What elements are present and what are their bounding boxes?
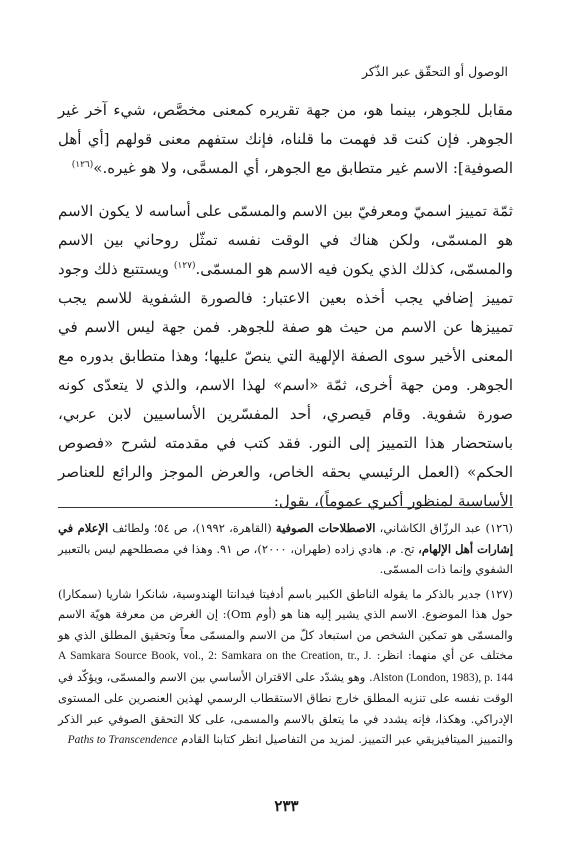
footnote-126-title-2: الإعلام في إشارات أهل الإلهام، bbox=[58, 521, 514, 556]
footnote-127-text-b: . وهو يشدّد على الاقتران الأساسي بين الاسم والمسمّى، ويؤكّد في الوقت نفسه على تنزيه المطلق خارج نطاق الاستقطاب الرسمي لهذين العنصرين على المستوى الإدراكي. وهكذا، فإنه يشدد في ما يتعلق بالاسم والمسمى، على كلا التحقق الصوفي عبر الذكر والتمييز الميتافيزيقي عبر التمييز. لمزيد من التفاصيل انظر كتابنا القادم bbox=[58, 669, 513, 746]
footnote-126-number: (١٢٦) bbox=[485, 521, 513, 535]
footnote-126-pub-2: تح. م. هادي زاده (طهران، ٢٠٠٠)، ص ٩١. وهذا في مصطلحهم ليس بالتعبير الشفوي وإنما ذات المسمّى. bbox=[58, 541, 513, 576]
footnote-126-pub-1: (القاهرة، ١٩٩٢)، ص ٥٤؛ ولطائف bbox=[112, 521, 272, 535]
footnote-ref-126[interactable]: (١٢٦) bbox=[71, 160, 94, 170]
paragraph-1 bbox=[58, 96, 513, 183]
footnotes bbox=[58, 518, 513, 755]
footnote-127-english-reference: A Samkara Source Book, vol., 2: Samkara on the Creation, tr., J. Alston (London, 1983), p. 144 bbox=[58, 650, 513, 684]
footnote-126-title-1: الاصطلاحات الصوفية bbox=[275, 521, 376, 535]
footnote-127 bbox=[58, 584, 513, 751]
footnote-ref-127[interactable]: (١٢٧) bbox=[173, 261, 196, 271]
footnote-126-author: عبد الرزّاق الكاشاني، bbox=[379, 521, 482, 535]
paragraph-1-text: مقابل للجوهر، بينما هو، من جهة تقريره كمعنى مخصَّص، شيء آخر غير الجوهر. فإن كنت قد فهمت ما قلناه، فإنك ستفهم معنى قولهم [أي أهل الصوفية]: الاسم غير متطابق مع الجوهر، أي المسمَّى، ولا هو غيره.» bbox=[58, 101, 513, 177]
paragraph-2-text-a: ثمّة تمييز اسميّ ومعرفيّ بين الاسم والمسمّى على أساسه لا يكون الاسم هو المسمّى، ولكن هناك في الوقت نفسه تمثّل روحاني بين الاسم والمسمّى، كذلك الذي يكون فيه الاسم هو المسمّى. bbox=[58, 202, 513, 278]
main-text bbox=[58, 96, 513, 516]
footnote-127-number: (١٢٧) bbox=[485, 586, 514, 601]
paragraph-2-text-b: ويستتبع ذلك وجود تمييز إضافي يجب أخذه بعين الاعتبار: فالصورة الشفوية للاسم يجب تمييزها عن الاسم من حيث هو صفة للجوهر. فمن جهة ليس الاسم في المعنى الأخير سوى الصفة الإلهية التي ينصّ عليها؛ وهذا متطابق بدوره مع الجوهر. ومن جهة أخرى، ثمّة «اسم» لهذا الاسم، والذي لا يتعدّى كونه صورة شفوية. وقام قيصري، أحد المفسّرين الأساسيين لابن عربي، باستحضار هذا التمييز إلى النور. فقد كتب في مقدمته لشرح «فصوص الحكم» (العمل الرئيسي بحقه الخاص، والعرض الموجز والرائع للعناصر الأساسية لمنظور أكبري عموماً)، يقول: bbox=[58, 260, 513, 510]
running-header: الوصول أو التحقّق عبر الذّكر bbox=[362, 64, 508, 79]
page-number: ٢٣٣ bbox=[274, 797, 299, 815]
footnote-127-book-title: Paths to Transcendence bbox=[67, 734, 178, 746]
footnote-127-text-a: جدير بالذكر ما يقوله الناطق الكبير باسم أدفيتا فيدانتا الهندوسية، شانكرا شاريا (سمكارا) حول هذا الموضوع. الاسم الذي يشير إليه هنا هو (أوم Om): إن الغرض من معرفة هويّة الاسم والمسمّى هو تمكين الشخص من استبعاد كلّ من الاسم والمسمّى معاً وتحقيق المطلق الذي هو مختلف عن أي منهما: انظر: bbox=[58, 586, 513, 662]
footnote-126 bbox=[58, 518, 513, 580]
paragraph-2 bbox=[58, 197, 513, 516]
footnote-divider bbox=[58, 507, 513, 508]
